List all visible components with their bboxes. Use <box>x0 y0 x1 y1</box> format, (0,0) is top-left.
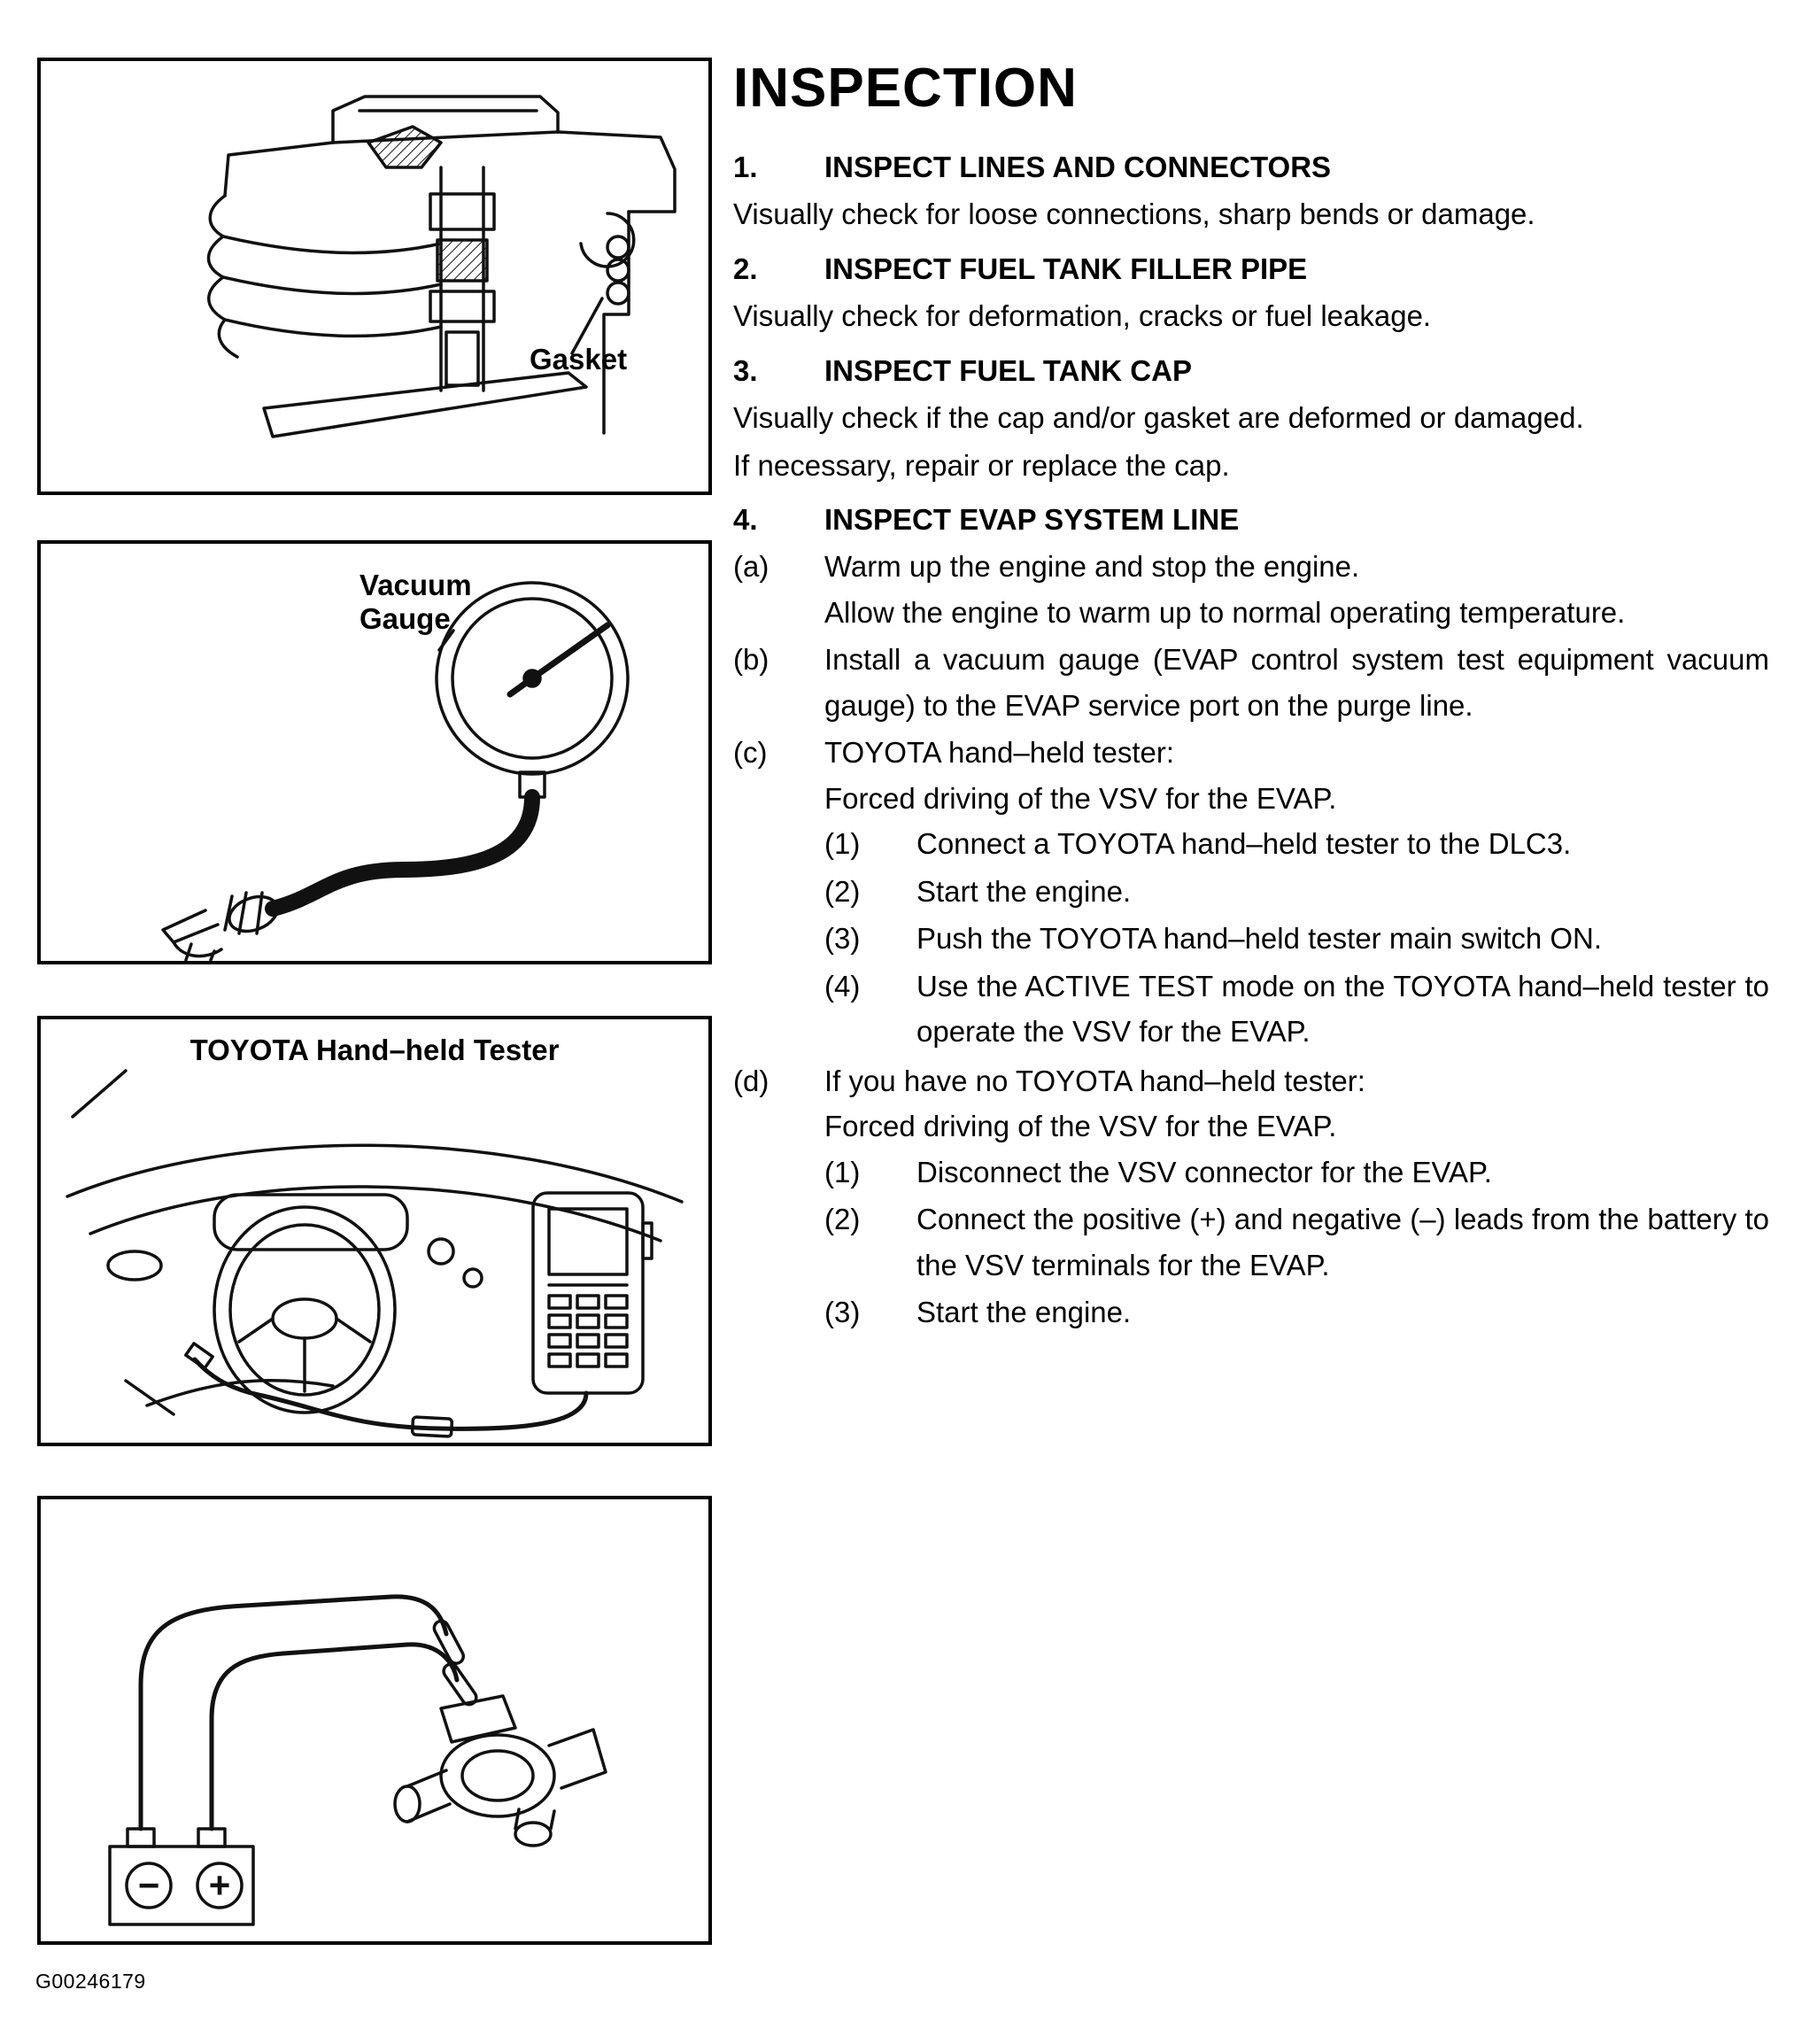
step-c-substep-3-label: (3) <box>824 922 861 956</box>
figure-vsv-battery <box>37 1496 712 1945</box>
step-c-line-1: TOYOTA hand–held tester: <box>824 736 1175 770</box>
step-d-substep-3 <box>824 1289 1769 1335</box>
section-3-number: 3. <box>733 353 758 387</box>
battery-plus-symbol: + <box>208 1864 231 1906</box>
vacuum-gauge-label-line2: Gauge <box>360 601 451 635</box>
section-3-paragraph-1: Visually check if the cap and/or gasket are deformed or damaged. <box>733 401 1584 435</box>
step-c-label: (c) <box>733 736 768 770</box>
step-c-substep-2-text: Start the engine. <box>916 874 1132 908</box>
hand-held-tester-label: TOYOTA Hand–held Tester <box>189 1034 560 1066</box>
step-c-substep-1-text: Connect a TOYOTA hand–held tester to the DLC3. <box>916 827 1572 861</box>
step-b-label: (b) <box>733 643 769 677</box>
step-a-line-1: Warm up the engine and stop the engine. <box>824 550 1360 584</box>
step-a-line-2: Allow the engine to warm up to normal operating temperature. <box>824 595 1626 629</box>
step-d-substep-3-text: Start the engine. <box>916 1295 1132 1328</box>
gasket-label: Gasket <box>530 343 628 376</box>
page-title: INSPECTION <box>733 58 1078 119</box>
figure-code: G00246179 <box>35 1970 146 1993</box>
step-d-substep-1 <box>824 1150 1769 1195</box>
step-d-substep-3-label: (3) <box>824 1295 861 1328</box>
figure-vacuum-gauge <box>37 540 712 964</box>
step-d-label: (d) <box>733 1064 769 1097</box>
step-c-substep-4 <box>824 964 1769 1055</box>
step-c-substep-1-label: (1) <box>824 827 861 861</box>
battery-minus-symbol: − <box>137 1864 160 1906</box>
step-b <box>733 637 1769 728</box>
figure-fuel-tank-cap <box>37 58 712 495</box>
step-d-substep-2-text: Connect the positive (+) and negative (–) leads from the battery to the VSV terminals for the EVAP. <box>916 1203 1769 1281</box>
section-4-number: 4. <box>733 503 758 536</box>
step-b-line-1: Install a vacuum gauge (EVAP control system test equipment vacuum gauge) to the EVAP service port on the purge line. <box>824 643 1769 722</box>
section-3-heading <box>733 348 1769 393</box>
step-d-substep-2-label: (2) <box>824 1203 861 1236</box>
step-d-line-2: Forced driving of the VSV for the EVAP. <box>824 1110 1337 1143</box>
step-d-substep-1-text: Disconnect the VSV connector for the EVAP. <box>916 1155 1492 1188</box>
section-1-heading <box>733 144 1769 190</box>
step-d-substep-1-label: (1) <box>824 1155 861 1188</box>
step-c-substep-4-text: Use the ACTIVE TEST mode on the TOYOTA hand–held tester to operate the VSV for the EVAP. <box>916 969 1769 1049</box>
vsv-battery-illustration <box>41 1499 708 1941</box>
step-c-substep-3 <box>824 916 1769 961</box>
step-d-line-1: If you have no TOYOTA hand–held tester: <box>824 1064 1365 1097</box>
step-c-substep-3-text: Push the TOYOTA hand–held tester main switch ON. <box>916 922 1603 956</box>
section-2-title: INSPECT FUEL TANK FILLER PIPE <box>824 252 1308 285</box>
step-d <box>733 1058 1769 1337</box>
section-1-title: INSPECT LINES AND CONNECTORS <box>824 150 1332 183</box>
section-3-paragraph-2: If necessary, repair or replace the cap. <box>733 448 1230 482</box>
section-1-paragraph: Visually check for loose connections, sharp bends or damage. <box>733 197 1535 231</box>
section-4-heading <box>733 497 1769 542</box>
section-4-title: INSPECT EVAP SYSTEM LINE <box>824 503 1240 536</box>
step-c-substep-4-label: (4) <box>824 969 861 1003</box>
step-c <box>733 730 1769 1056</box>
vacuum-gauge-label-line1: Vacuum <box>360 569 472 601</box>
figure-hand-held-tester <box>37 1016 712 1446</box>
section-2-heading <box>733 246 1769 291</box>
step-c-substep-2-label: (2) <box>824 874 861 908</box>
step-a-label: (a) <box>733 550 769 584</box>
step-a <box>733 544 1769 635</box>
vacuum-gauge-label <box>360 569 472 636</box>
section-2-paragraph: Visually check for deformation, cracks or fuel leakage. <box>733 299 1432 333</box>
procedure-column <box>733 46 1769 1338</box>
step-c-substep-2 <box>824 869 1769 914</box>
section-1-number: 1. <box>733 150 758 183</box>
step-d-substep-2 <box>824 1196 1769 1288</box>
fuel-tank-cap-illustration <box>41 61 708 492</box>
section-2-number: 2. <box>733 252 758 285</box>
section-3-title: INSPECT FUEL TANK CAP <box>824 353 1192 387</box>
hand-held-tester-illustration <box>41 1019 708 1443</box>
step-c-substep-1 <box>824 821 1769 866</box>
step-c-line-2: Forced driving of the VSV for the EVAP. <box>824 781 1337 815</box>
